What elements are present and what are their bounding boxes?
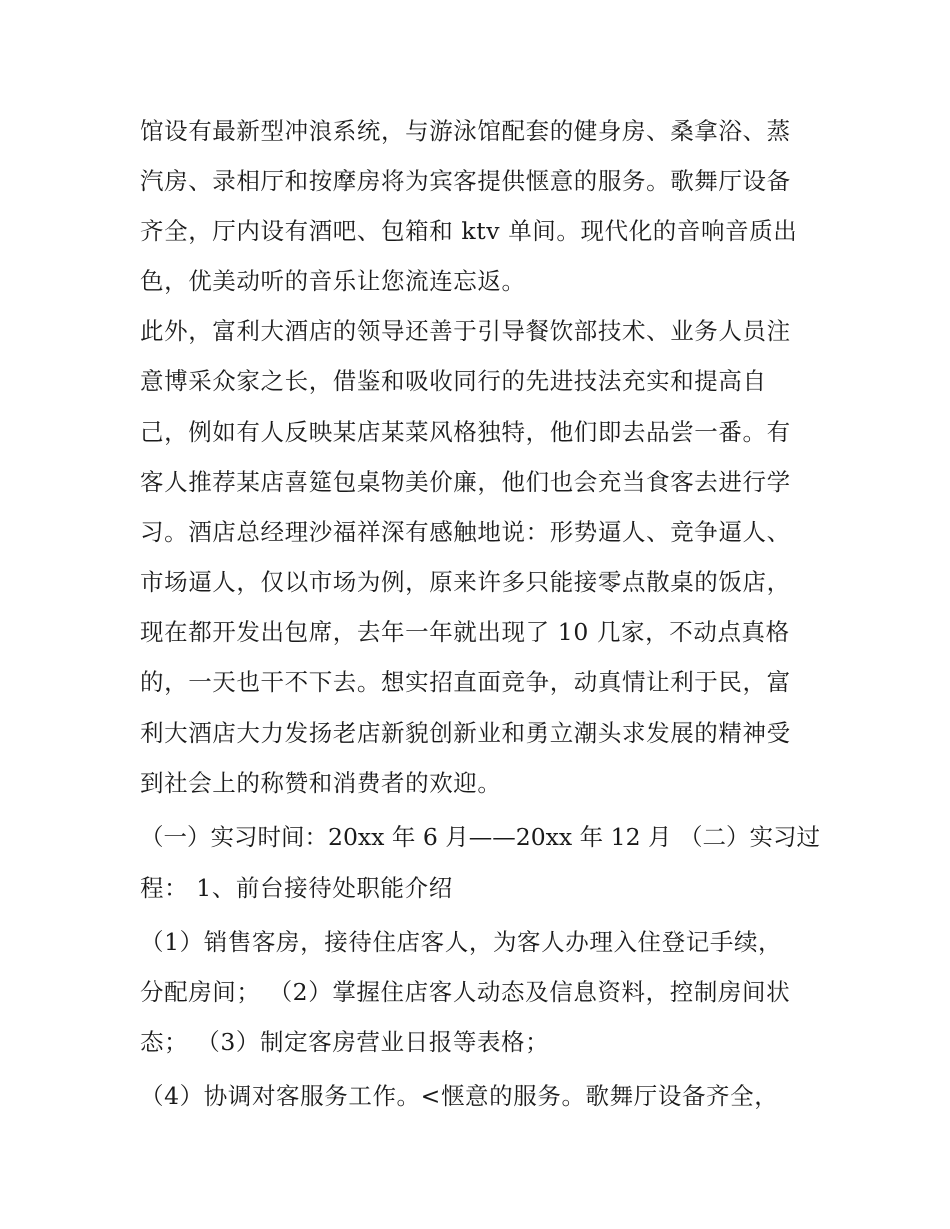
text-line: 己，例如有人反映某店某菜风格独特，他们即去品尝一番。有 xyxy=(140,418,791,446)
text-line: 程： 1、前台接待处职能介绍 xyxy=(140,874,453,902)
text-line: （一）实习时间：20xx 年 6 月——20xx 年 12 月 （二）实习过 xyxy=(140,823,820,851)
text-line: 此外，富利大酒店的领导还善于引导餐饮部技术、业务人员注 xyxy=(140,317,791,345)
text-line: 的，一天也干不下去。想实招直面竞争，动真情让利于民，富 xyxy=(140,668,791,696)
text-line: 利大酒店大力发扬老店新貌创新业和勇立潮头求发展的精神受 xyxy=(140,719,791,747)
text-line: 市场逼人，仅以市场为例，原来许多只能接零点散桌的饭店， xyxy=(140,568,791,596)
text-line: 分配房间； （2）掌握住店客人动态及信息资料，控制房间状 xyxy=(140,978,791,1006)
text-line: 现在都开发出包席，去年一年就出现了 10 几家，不动点真格 xyxy=(140,618,790,646)
text-line: （1）销售客房，接待住店客人，为客人办理入住登记手续， xyxy=(140,928,783,956)
text-line: 客人推荐某店喜筵包桌物美价廉，他们也会充当食客去进行学 xyxy=(140,468,791,496)
text-line: 习。酒店总经理沙福祥深有感触地说：形势逼人、竞争逼人、 xyxy=(140,518,791,546)
text-line: 色，优美动听的音乐让您流连忘返。 xyxy=(140,267,526,295)
text-line: 馆设有最新型冲浪系统，与游泳馆配套的健身房、桑拿浴、蒸 xyxy=(140,117,791,145)
text-line: 意博采众家之长，借鉴和吸收同行的先进技法充实和提高自 xyxy=(140,367,767,395)
text-line: 汽房、录相厅和按摩房将为宾客提供惬意的服务。歌舞厅设备 xyxy=(140,167,791,195)
text-line: （4）协调对客服务工作。<惬意的服务。歌舞厅设备齐全， xyxy=(140,1082,779,1110)
text-line: 到社会上的称赞和消费者的欢迎。 xyxy=(140,769,502,797)
text-line: 齐全，厅内设有酒吧、包箱和 ktv 单间。现代化的音响音质出 xyxy=(140,217,798,245)
text-line: 态； （3）制定客房营业日报等表格； xyxy=(140,1028,550,1056)
